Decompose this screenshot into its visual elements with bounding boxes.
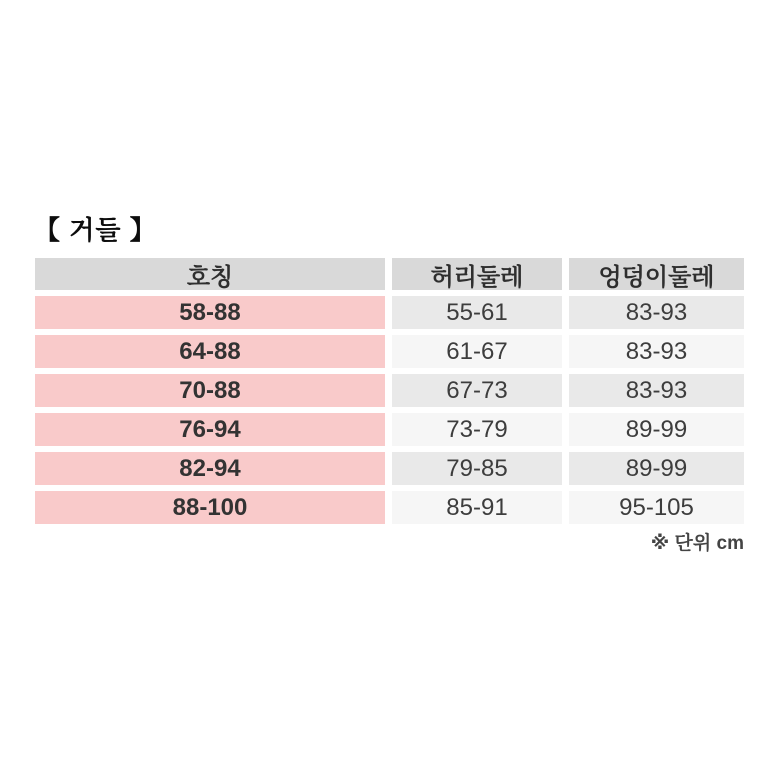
size-cell: 82-94 xyxy=(35,452,385,485)
unit-note: ※ 단위 cm xyxy=(650,533,744,554)
size-cell: 58-88 xyxy=(35,296,385,329)
waist-cell: 85-91 xyxy=(392,491,562,524)
hip-cell: 83-93 xyxy=(569,335,744,368)
size-cell: 64-88 xyxy=(35,335,385,368)
size-cell: 88-100 xyxy=(35,491,385,524)
size-table xyxy=(35,258,744,524)
size-cell: 76-94 xyxy=(35,413,385,446)
hip-cell: 89-99 xyxy=(569,452,744,485)
page-title: 【 거들 】 xyxy=(34,215,157,245)
waist-cell: 61-67 xyxy=(392,335,562,368)
hip-cell: 83-93 xyxy=(569,374,744,407)
header-cell-size: 호칭 xyxy=(35,258,385,290)
waist-cell: 73-79 xyxy=(392,413,562,446)
hip-cell: 95-105 xyxy=(569,491,744,524)
waist-cell: 67-73 xyxy=(392,374,562,407)
hip-cell: 83-93 xyxy=(569,296,744,329)
waist-cell: 55-61 xyxy=(392,296,562,329)
size-cell: 70-88 xyxy=(35,374,385,407)
hip-cell: 89-99 xyxy=(569,413,744,446)
waist-cell: 79-85 xyxy=(392,452,562,485)
header-cell-waist: 허리둘레 xyxy=(392,258,562,290)
header-cell-hip: 엉덩이둘레 xyxy=(569,258,744,290)
